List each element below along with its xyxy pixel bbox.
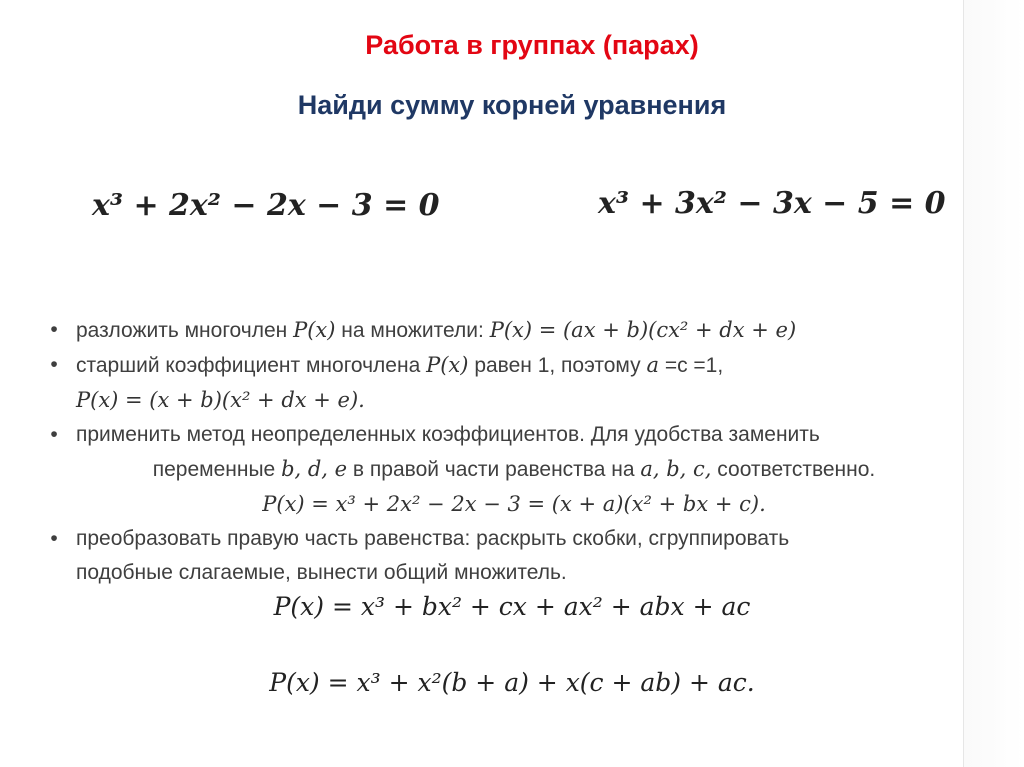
bullet-3-line2 bbox=[44, 452, 984, 487]
bullet-2-a: a bbox=[646, 353, 659, 377]
bullet-3-line2-end: соответственно. bbox=[717, 458, 876, 481]
bullet-3-vars1: b, d, e bbox=[281, 457, 348, 481]
bullet-1-formula: P(x) = (ax + b)(cx² + dx + e) bbox=[489, 318, 797, 342]
bullet-3-vars2: a, b, c, bbox=[640, 457, 712, 481]
bullet-4-line2-wrap bbox=[44, 556, 984, 590]
bullet-1-px: P(x) bbox=[293, 318, 336, 342]
bullet-list bbox=[44, 313, 984, 590]
bullet-item-1 bbox=[44, 313, 984, 348]
bullet-item-2 bbox=[44, 348, 984, 383]
bullet-3-line2-start: переменные bbox=[152, 458, 276, 481]
bullet-icon: • bbox=[50, 423, 58, 446]
bullet-icon: • bbox=[50, 353, 58, 376]
bullet-4-line2: подобные слагаемые, вынести общий множитель. bbox=[76, 561, 567, 584]
formula-grouped: P(x) = x³ + x²(b + a) + x(c + ab) + ac. bbox=[269, 668, 755, 697]
bullet-1-text: разложить многочлен bbox=[76, 319, 288, 342]
bullet-2-formula: P(x) = (x + b)(x² + dx + e). bbox=[76, 388, 365, 412]
slide-title: Работа в группах (парах) bbox=[365, 30, 699, 60]
bullet-2-end: =c =1, bbox=[664, 354, 724, 377]
equation-left: x³ + 2x² − 2x − 3 = 0 bbox=[92, 188, 440, 223]
bullet-2-formula-line bbox=[44, 383, 984, 418]
bullet-4-line1: преобразовать правую часть равенства: раскрыть скобки, сгруппировать bbox=[76, 527, 790, 550]
bullet-2-px: P(x) bbox=[426, 353, 469, 377]
equation-right: x³ + 3x² − 3x − 5 = 0 bbox=[598, 186, 946, 221]
bullet-item-3 bbox=[44, 418, 984, 452]
bullet-2-text: старший коэффициент многочлена bbox=[76, 354, 421, 377]
bullet-1-mid: на множители: bbox=[341, 319, 484, 342]
bullet-2-mid: равен 1, поэтому bbox=[474, 354, 641, 377]
bullet-icon: • bbox=[50, 318, 58, 341]
formula-expanded: P(x) = x³ + bx² + cx + ax² + abx + ac bbox=[273, 592, 751, 621]
bullet-3-formula: P(x) = x³ + 2x² − 2x − 3 = (x + a)(x² + bx + c). bbox=[262, 492, 766, 516]
bullet-icon: • bbox=[50, 527, 58, 550]
bullet-3-line2-mid: в правой части равенства на bbox=[352, 458, 635, 481]
bullet-3-line1: применить метод неопределенных коэффициентов. Для удобства заменить bbox=[76, 423, 820, 446]
bullet-3-formula-line bbox=[44, 487, 984, 522]
slide-subtitle: Найди сумму корней уравнения bbox=[297, 90, 727, 120]
bullet-item-4 bbox=[44, 522, 984, 556]
